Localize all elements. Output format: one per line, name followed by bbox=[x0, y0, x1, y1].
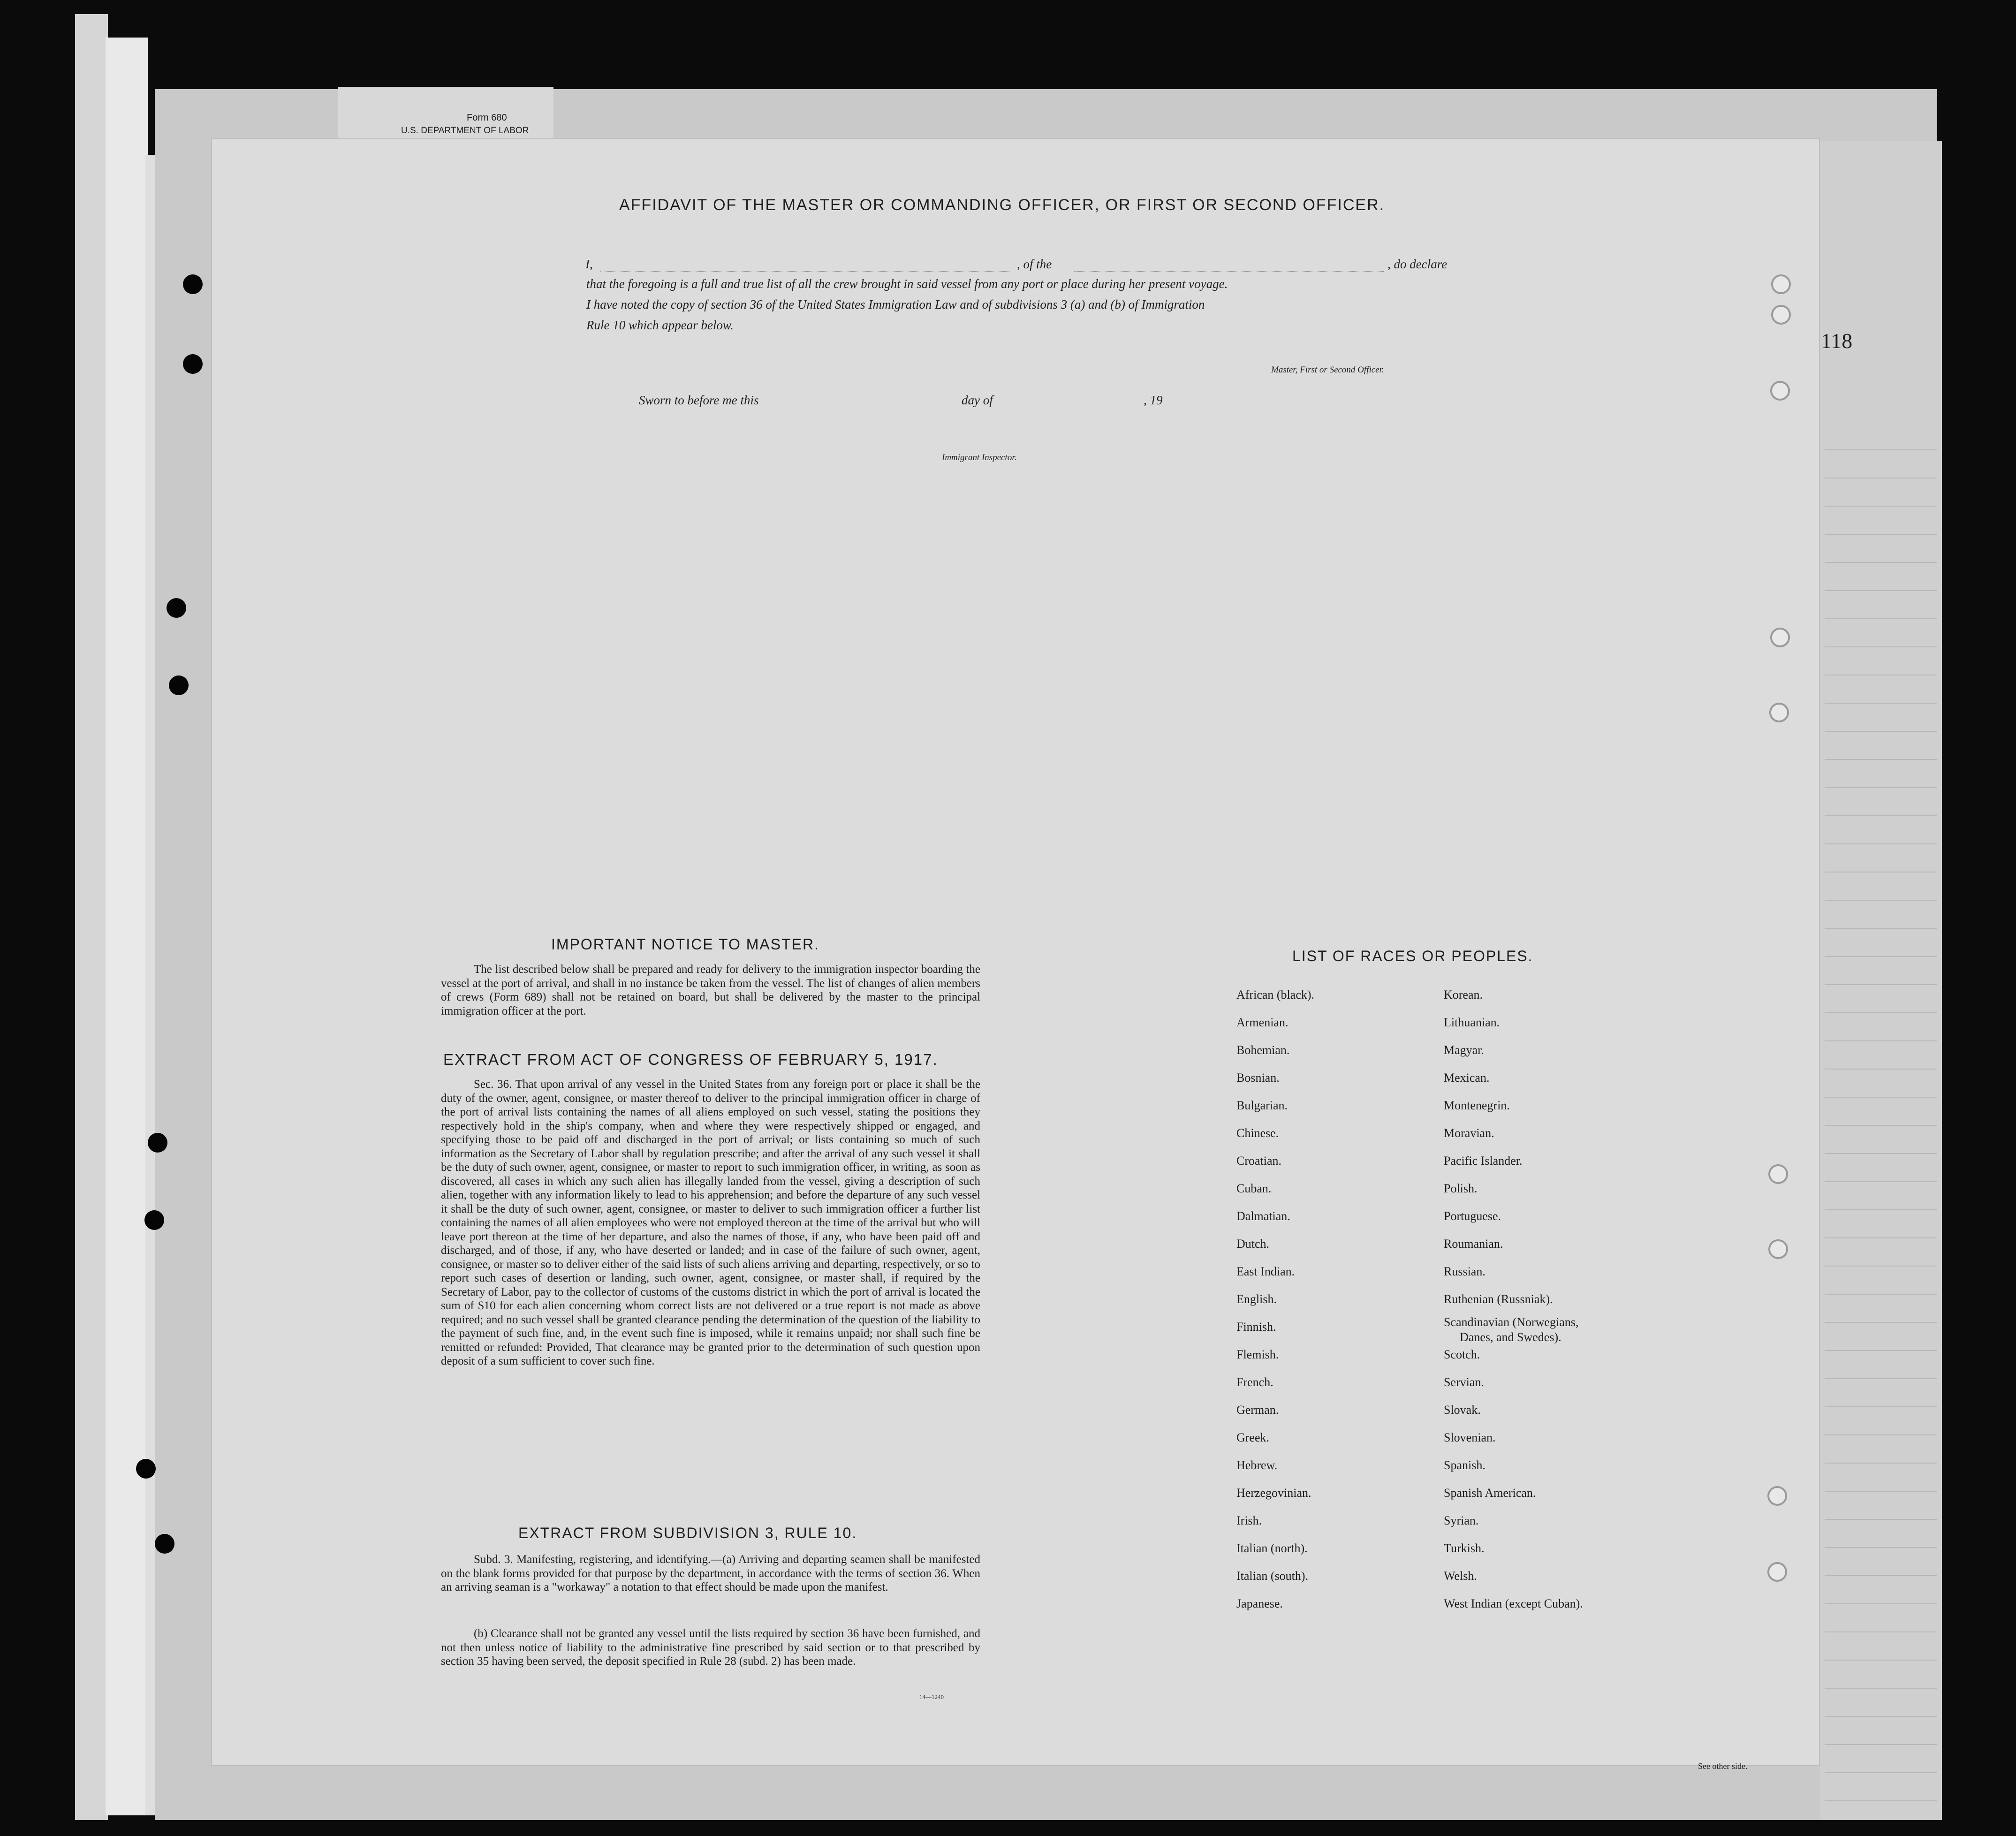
name-blank-line bbox=[600, 271, 1013, 272]
race-item: Irish. bbox=[1236, 1514, 1262, 1527]
manifest-page bbox=[211, 138, 1820, 1766]
affidavit-line-2: that the foregoing is a full and true list of all the crew brought in said vessel from any port or place during her present voyage. bbox=[586, 277, 1228, 291]
binding-hole bbox=[169, 675, 189, 695]
department-label: U.S. DEPARTMENT OF LABOR bbox=[401, 126, 529, 136]
race-item: English. bbox=[1236, 1292, 1277, 1306]
race-item: Finnish. bbox=[1236, 1320, 1276, 1334]
race-item: Hebrew. bbox=[1236, 1458, 1278, 1472]
binding-hole bbox=[148, 1133, 167, 1153]
race-item: Mexican. bbox=[1444, 1071, 1490, 1085]
race-item: Scandinavian (Norwegians, bbox=[1444, 1315, 1579, 1329]
race-item: Italian (north). bbox=[1236, 1541, 1308, 1555]
binding-ring bbox=[1770, 628, 1790, 647]
left-paper-edges bbox=[75, 14, 108, 1820]
extract-act-title: EXTRACT FROM ACT OF CONGRESS OF FEBRUARY 5, 1917. bbox=[443, 1051, 938, 1068]
race-item: Japanese. bbox=[1236, 1597, 1283, 1610]
race-item: Flemish. bbox=[1236, 1348, 1279, 1361]
race-item-continuation: Danes, and Swedes). bbox=[1460, 1330, 1561, 1344]
race-item: Welsh. bbox=[1444, 1569, 1477, 1583]
extract-rule-text-a: Subd. 3. Manifesting, registering, and identifying.—(a) Arriving and departing seamen shall be manifested on the blank forms provided for that purpose by the department, in accordance with the terms of section 36. When an arriving seaman is a "workaway" a notation to that effect should be made upon the manifest. bbox=[441, 1553, 980, 1593]
binding-ring bbox=[1771, 274, 1791, 294]
binding-hole bbox=[155, 1534, 174, 1554]
left-paper-fold bbox=[106, 38, 148, 1815]
binding-hole bbox=[136, 1459, 156, 1479]
races-title: LIST OF RACES OR PEOPLES. bbox=[1292, 948, 1533, 964]
race-item: Dalmatian. bbox=[1236, 1209, 1290, 1223]
affidavit-do-declare: , do declare bbox=[1387, 257, 1448, 271]
race-item: Roumanian. bbox=[1444, 1237, 1503, 1251]
binding-hole bbox=[167, 598, 186, 618]
race-item: Spanish. bbox=[1444, 1458, 1485, 1472]
race-item: Montenegrin. bbox=[1444, 1099, 1510, 1112]
race-item: Servian. bbox=[1444, 1375, 1484, 1389]
race-item: Chinese. bbox=[1236, 1126, 1279, 1140]
race-item: Korean. bbox=[1444, 988, 1483, 1001]
race-item: Bohemian. bbox=[1236, 1043, 1290, 1057]
race-item: Bosnian. bbox=[1236, 1071, 1280, 1085]
inspector-label: Immigrant Inspector. bbox=[942, 453, 1017, 463]
affidavit-of-the: , of the bbox=[1017, 257, 1052, 271]
binding-ring bbox=[1770, 381, 1790, 401]
race-item: Polish. bbox=[1444, 1182, 1478, 1195]
footer-note: See other side. bbox=[1698, 1761, 1748, 1771]
vessel-blank-line bbox=[1074, 271, 1384, 272]
race-item: Syrian. bbox=[1444, 1514, 1479, 1527]
race-item: Scotch. bbox=[1444, 1348, 1480, 1361]
affidavit-line-4: Rule 10 which appear below. bbox=[586, 318, 734, 332]
race-item: Armenian. bbox=[1236, 1016, 1288, 1029]
page-number: 118 bbox=[1821, 329, 1853, 353]
race-item: Herzegovinian. bbox=[1236, 1486, 1311, 1500]
race-item: Dutch. bbox=[1236, 1237, 1270, 1251]
notice-title: IMPORTANT NOTICE TO MASTER. bbox=[551, 936, 819, 953]
sworn-prefix: Sworn to before me this bbox=[639, 393, 759, 407]
race-item: African (black). bbox=[1236, 988, 1315, 1001]
affidavit-i: I, bbox=[585, 257, 593, 271]
form-number: Form 680 bbox=[467, 113, 507, 123]
binding-ring bbox=[1767, 1562, 1787, 1582]
binding-hole bbox=[183, 274, 203, 294]
race-item: Italian (south). bbox=[1236, 1569, 1309, 1583]
race-item: Magyar. bbox=[1444, 1043, 1484, 1057]
race-item: Lithuanian. bbox=[1444, 1016, 1500, 1029]
binding-ring bbox=[1771, 305, 1791, 325]
race-item: Slovak. bbox=[1444, 1403, 1481, 1417]
race-item: Bulgarian. bbox=[1236, 1099, 1288, 1112]
race-item: Portuguese. bbox=[1444, 1209, 1501, 1223]
race-item: Pacific Islander. bbox=[1444, 1154, 1523, 1168]
affidavit-title: AFFIDAVIT OF THE MASTER OR COMMANDING OFFICER, OR FIRST OR SECOND OFFICER. bbox=[619, 196, 1385, 214]
binding-hole bbox=[183, 354, 203, 374]
affidavit-line-3: I have noted the copy of section 36 of the United States Immigration Law and of subdivisions 3 (a) and (b) of Immigration bbox=[586, 297, 1205, 311]
race-item: German. bbox=[1236, 1403, 1279, 1417]
race-item: Cuban. bbox=[1236, 1182, 1272, 1195]
signature-label: Master, First or Second Officer. bbox=[1271, 365, 1384, 375]
print-code: 14—1240 bbox=[919, 1693, 944, 1700]
race-item: Greek. bbox=[1236, 1431, 1270, 1444]
race-item: East Indian. bbox=[1236, 1265, 1295, 1278]
extract-rule-text-b: (b) Clearance shall not be granted any vessel until the lists required by section 36 have been furnished, and not then unless notice of liability to the administrative fine prescribed by said section or to that prescribed by section 35 having been served, the deposit specified in Rule 28 (subd. 2) has been made. bbox=[441, 1627, 980, 1668]
race-item: Moravian. bbox=[1444, 1126, 1494, 1140]
race-item: French. bbox=[1236, 1375, 1273, 1389]
sworn-day-of: day of bbox=[962, 393, 993, 407]
race-item: Croatian. bbox=[1236, 1154, 1282, 1168]
extract-rule-title: EXTRACT FROM SUBDIVISION 3, RULE 10. bbox=[518, 1525, 857, 1541]
binding-ring bbox=[1767, 1486, 1787, 1506]
binding-hole bbox=[144, 1210, 164, 1230]
race-item: Ruthenian (Russniak). bbox=[1444, 1292, 1553, 1306]
binding-ring bbox=[1768, 1239, 1788, 1259]
notice-text: The list described below shall be prepared and ready for delivery to the immigration inspector boarding the vessel at the port of arrival, and shall in no instance be taken from the vessel. The list of changes of alien members of crews (Form 689) shall not be retained on board, but shall be delivered by the master to the principal immigration officer at the port. bbox=[441, 963, 980, 1017]
race-item: Russian. bbox=[1444, 1265, 1485, 1278]
extract-act-text: Sec. 36. That upon arrival of any vessel in the United States from any foreign port or place it shall be the duty of the owner, agent, consignee, or master thereof to deliver to the principal immigration officer in charge of the port of arrival lists containing the names of all aliens employed on such vessel, stating the positions they respectively hold in the ship's company, when and where they were respectively shipped or engaged, and specifying those to be paid off and discharged in the port of arrival; or lists containing so much of such information as the Secretary of Labor shall by regulation prescribe; and after the arrival of any such vessel it shall be the duty of such owner, agent, consignee, or master to report to such immigration officer, in writing, as soon as discovered, all cases in which any such alien has illegally landed from the vessel, giving a description of such alien, together with any information likely to lead to his apprehension; and before the departure of any such vessel it shall be the duty of such owner, agent, consignee, or master to deliver to such immigration officer a further list containing the names of all alien employees who were not employed thereon at the time of the arrival but who will leave port thereon at the time of her departure, and also the names of those, if any, who have been paid off and discharged, and of those, if any, who have deserted or landed; and in case of the failure of such owner, agent, consignee, or master so to deliver either of the said lists of such aliens arriving and departing, respectively, or so to report such cases of desertion or landing, such owner, agent, consignee, or master shall, if required by the Secretary of Labor, pay to the collector of customs of the customs district in which the port of arrival is located the sum of $10 for each alien concerning whom correct lists are not delivered or a true report is not made as above required; and no such vessel shall be granted clearance pending the determination of the question of the liability to the payment of such fine, and, in the event such fine is imposed, while it remains unpaid; nor shall such fine be remitted or refunded: Provided, That clearance may be granted prior to the determination of such question upon deposit of a sum sufficient to cover such fine. bbox=[441, 1078, 980, 1367]
race-item: West Indian (except Cuban). bbox=[1444, 1597, 1583, 1610]
binding-ring bbox=[1769, 703, 1789, 722]
binding-ring bbox=[1768, 1164, 1788, 1184]
right-sheet-ruling bbox=[1825, 422, 1937, 1806]
race-item: Turkish. bbox=[1444, 1541, 1485, 1555]
sworn-year: , 19 bbox=[1144, 393, 1163, 407]
race-item: Slovenian. bbox=[1444, 1431, 1496, 1444]
race-item: Spanish American. bbox=[1444, 1486, 1536, 1500]
